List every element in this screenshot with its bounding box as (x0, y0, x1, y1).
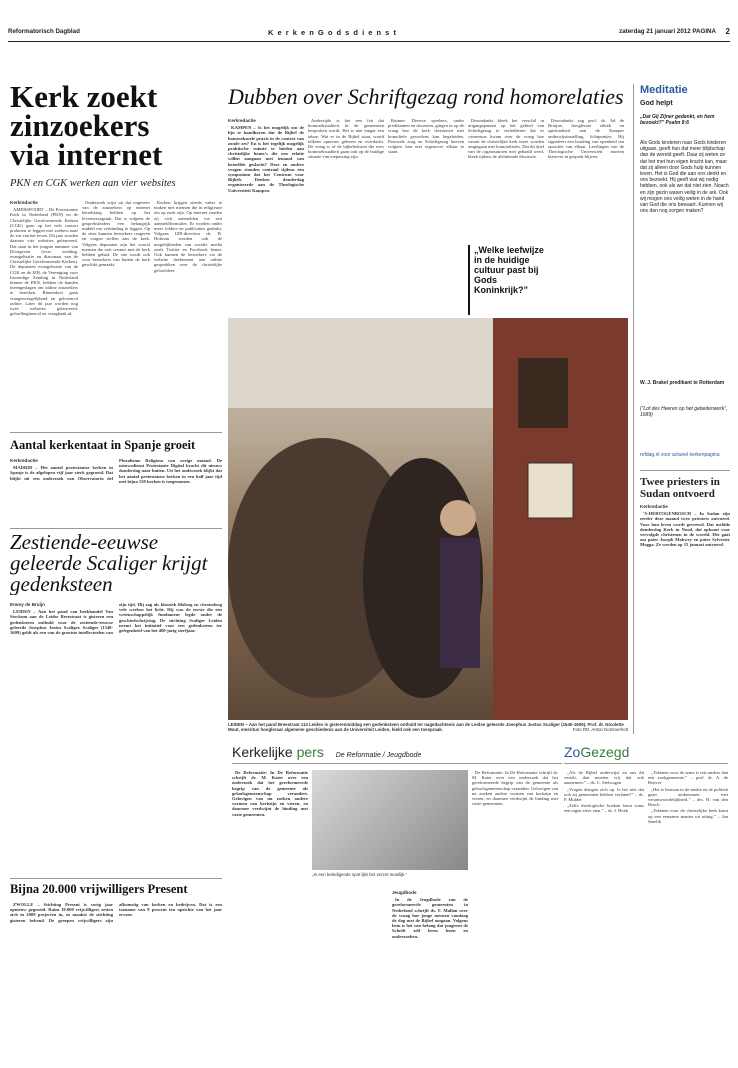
scaliger-body: Emmy de Bruijn LEIDEN – Aan het pand van boekhandel Van Stockum aan de Leidse Breestraat is gisteren een gedenksteen onthuld voor de zestiende-eeuwse geleerde Josephus Justus Scaliger. Scaliger (1540-1609) geldt als een van de grootste intellectuelen van zijn tijd. Hij zag als klassiek filoloog en chronoloog vele werken het licht. Hij was de eerste die een wetenschappelijk fundament legde onder de geschiedschrijving. De stichting Scaliger Leiden neemt het initiatief voor een gedenksteen ter gelegenheid van het 400-jarig sterfjaar. (10, 602, 222, 636)
present-headline: Bijna 20.000 vrijwilligers Present (10, 882, 188, 896)
meditatie-body: Als Gods kinderen naar Gods kinderen uitgaan, geeft hun dat meer blijdschap dan de wereld geeft. Daar zij weten ze dat het met hun eigen kracht kan, maar dat zij alleen door Gods hulp kunnen leven. Het is God die aan ons denkt en ons bezoekt. Hij geeft wat wij nodig hebben, ook als we dat niet zien. Noach en zijn gezin waren veilig in de ark. Ook wij mogen ons veilig weten in de hand van God die ons bewaart. Kunnen wij ons dan nog zorgen maken? (640, 140, 729, 215)
divider (10, 878, 222, 879)
scaliger-photo (228, 318, 628, 720)
speaker-body (440, 538, 480, 668)
main-col-3: Kerken krijgen steeds vaker te maken met mensen die in religieuze zin op zoek zijn. Op internet zouden zij zich aanmelden via een aanmeldformulier. Er worden onder meer folders en publicaties gedrukt. Volgens IZB-directeur ds. B. Hofman worden ook de mogelijkheden van sociale media zoals Twitter en Facebook benut. Ook kunnen de bezoekers via de website deelnemen aan online gesprekken over de christelijke geloofsleer. (154, 200, 222, 273)
main-col-2: Onderzoek wijst uit dat ongeveer van de zinzoekers op internet betrekking hebben op het levensvraagstuk. Dat is volgens de gespreksleiders een belangrijk middel om verbinding te leggen. Op de sites kunnen bezoekers reageren en vragen stellen aan de kerk. Volgens deputaten zijn het vooral mensen die ooit contact met de kerk hebben gehad. De site wordt ook voor bezoekers van buiten de kerk geschikt gemaakt. (82, 200, 150, 268)
dubben-col-3: Ruimte: Diverse sprekers, onder predikanten en docenten, gingen in op de vraag hoe de kerk christenen met homofiele gevoelens kan begeleiden. Pastorale zorg en Schriftgezag hoeven volgens hen niet tegenover elkaar te staan. (388, 118, 464, 155)
dubben-headline: Dubben over Schriftgezag rond homorelaties (228, 84, 624, 109)
plaque (528, 463, 573, 518)
pers-col-3: De Reformatie: In De Reformatie schrijft dr. M. Kater over een onderzoek dat het gereformeerde begrip van de gemeente als geloofsgemeenschap verandert. Gelovigen van nu zoeken andere vormen van kerkzijn en vieren, en daarmee verdwijnt de binding met vaste gemeenten. (472, 770, 558, 807)
divider (10, 528, 222, 529)
divider (10, 432, 222, 433)
meditatie-heading: Meditatie (640, 84, 688, 96)
zo-col-1: „Als de Bijbel onderwijst en ons dit vertelt, dan moeten wij dat ook aannemen.” – ds. C. Stelwagen „Vragen dringen zich op. Is het niet dat ook zij gemeenten hebben verlaten?” – ds. P. Mulder „Zelfs theologische boeken laten soms een eigen sfeer zien.” – dr. J. Hoek (564, 770, 644, 814)
dubben-byline: Kerkredactie (228, 118, 256, 123)
meditatie-signature: W. J. Brakel predikant te Rotterdam (640, 380, 725, 386)
window (518, 358, 568, 428)
kerkelijke-pers-banner: Kerkelijke pers De Reformatie / Jeugdbode (232, 744, 562, 764)
present-body: ZWOLLE – Stichting Present is vorig jaar opnieuw gegroeid. Ruim 19.000 vrijwilligers zetten zich in 2009 projecten in, zo maakte de stichting gisteren bekend. De groepen vrijwilligers zijn afkomstig van kerken en bedrijven. Dat is een toename van 8 procent ten opzichte van het jaar ervoor. (10, 902, 222, 923)
dubben-col-2: Anderzijds is het een feit dat homoseksualiteit in de gemeenten besproken wordt. Het is niet langer een taboe. Wat er in de Bijbel staat, wordt telkens opnieuw gelezen en overdacht. De vraag is of de bijbelteksten die over homoseksualiteit gaan ook op de huidige situatie van toepassing zijn. (308, 118, 384, 160)
divider (640, 470, 730, 471)
dubben-pull-quote: „Welke leefwijze in de huidige cultuur past bij Gods Koninkrijk?” (468, 245, 544, 315)
pers-image-caption: „In een beledigende spot lijkt het verzet moeilijk.” (312, 872, 407, 877)
main-headline: Kerk zoekt zinzoekers via internet (10, 82, 163, 169)
zo-gezegd-banner: ZoGezegd (564, 744, 728, 764)
meditatie-source: (“Lof des Heeren op het gebedenwerk”, 1689) (640, 406, 728, 419)
pers-image (312, 770, 468, 870)
column-rule (633, 84, 634, 734)
meditatie-verse: „Dat Gij Zijner gedenkt, en hem bezoekt?” Psalm 8:6 (640, 114, 715, 127)
main-subtitle: PKN en CGK werken aan vier websites (10, 178, 176, 189)
spanje-headline: Aantal kerkentaat in Spanje groeit (10, 438, 196, 452)
priesters-body: Kerkredactie ’S-HERTOGENBOSCH – In Sudan zijn eerder deze maand twee priesters ontvoerd. Voor hun leven wordt gevreesd. Dat meldde donderdag Kerk in Nood, dat opkomt voor vervolgde christenen in de wereld. Het gaat om pater Joseph Makwey en pater Sylvester Mogga. Ze werden op 15 januari ontvoerd. (640, 504, 730, 548)
speaker-face (440, 500, 476, 536)
scaliger-headline: Zestiende-eeuwse geleerde Scaliger krijgt gedenksteen (10, 532, 208, 595)
meditatie-subtitle: God helpt (640, 100, 673, 107)
section-title: K e r k e n G o d s d i e n s t (268, 28, 397, 37)
page-number: 2 (725, 28, 730, 36)
pers-col-1: De Reformatie: In De Reformatie schrijft dr. M. Kater over een onderzoek dat het gereformeerde begrip van de gemeente als geloofsgemeenschap verandert. Gelovigen van nu zoeken andere vormen van kerkzijn en vieren, en daarmee verdwijnt de binding met vaste gemeenten. (232, 770, 308, 817)
newspaper-name: Reformatorisch Dagblad (8, 28, 80, 35)
zo-col-2: „Tekenen voor de arme is iets anders dan een zoekgemeente.” – prof. dr. A. de Reuver „Het is bestaan in de media en de politiek gaan ambtenaren met verantwoordelijkheid.” – drs. H. van den Bosch „Tekenen voor de christelijke kerk komt op een eenzame manier tot uiting.” – Jan Smelik (648, 770, 728, 824)
pers-jeugd: Jeugdbode In de Jeugdbode van de gereformeerde gemeenten in Nederland schrijft ds. F. Mallan over de vraag hoe jonge mensen vandaag de dag met de Bijbel omgaan. Volgens hem is het van belang dat jongeren de Schrift zelf leren lezen en onderzoeken. (392, 890, 468, 939)
spanje-body: Kerkredactie MADRID – Het aantal protestantse kerken in Spanje is de afgelopen vijf jaar sterk gegroeid. Dat blijkt uit een onderzoek van Observatorio del Pluralismo Religioso van vorige maand. De nieuwsdienst Protestante Digital bracht dit nieuws donderdag naar buiten. Uit het onderzoek blijkt dat het aantal protestantse kerken in een half jaar tijd met bijna 150 kerken is toegenomen. (10, 458, 222, 484)
dubben-col-1: Kerkredactie KAMPEN – Is het mogelijk om de lijn te handhaven dat de Bijbel de homoseksuele praxis in de context van zonde zet? En is het tegelijk mogelijk praktische ruimte te bieden aan christelijke homo's die een relatie willen aangaan met iemand van hetzelfde geslacht? Deze en andere vragen stonden centraal tijdens een symposium dat het Centrum voor Bijbels Denken donderdag organiseerde aan de Theologische Universiteit Kampen. (228, 118, 304, 193)
dubben-col-4: Desondanks bleek het verschil in uitgangspunten op het gebied van Schriftgezag te verhelderen dat er consensus kwam over de vraag hoe vanuit de christelijke kerk moet worden omgegaan met homorelaties. Dat dit doel van de organisatoren niet gehaald werd, bleek tijdens de afsluitende discussie. (468, 118, 544, 160)
refdag-link[interactable]: refdag.nl voor actueel kerkenpagina (640, 452, 720, 458)
photo-credit: Foto RD, Anton Dommerholt (572, 727, 628, 732)
photo-caption: LEIDEN – Aan het pand Breestraat 113 Leiden is gisterenmiddag een gedenksteen onthuld ter nagedachtenis aan de Leidse geleerde Josephus Justus Scaliger (1540-1609). Prof. dr. Nicolette Mout, emeritus hoogleraar algemene geschiedenis aan de Universiteit Leiden, hield ook een toespraak. Foto RD, Anton Dommerholt (228, 722, 628, 732)
page-header (8, 28, 730, 42)
main-col-1: Kerkredactie AMERSFOORT – De Protestantse Kerk in Nederland (PKN) en de Christelijke Gereformeerde Kerken (CGK) gaan op het web contact proberen te leggen met zoekers naar de zin van het leven. Dit jaar worden daarom vier websites gelanceerd. Dat staat in het jongste nummer van Doorgeven (over zending, evangelisatie en diaconaat van de Christelijke Gereformeerde Kerken). De deputaten evangelisatie van de CGK en de IZB, de Vereniging voor Inwendige Zending in Nederland binnen de PKN, hebben de handen ineengeslagen om online zinzoekers te bereiken. Binnenkort gaan vraagenvergelijkend en geloven.nl online. Later dit jaar worden nog twee websites gelanceerd: geloofbeginen.nl en vraagbaak.nl. (10, 200, 78, 317)
main-byline: Kerkredactie (10, 200, 38, 205)
priesters-headline: Twee priesters in Sudan ontvoerd (640, 476, 720, 500)
date: zaterdag 21 januari 2012 PAGINA (619, 28, 716, 35)
dubben-col-5: Desondanks zag prof. dr. Ad de Bruijne, hoogleraar ethiek en spiritualiteit aan de Kamper onderwijsinstelling, lichtpuntjes. Hij signaleert een houding van openheid ten opzichte van elkaar. Leerlingen van de Theologische Universiteit moeten hierover in gesprek blijven. (548, 118, 624, 160)
photo-illustration (228, 318, 628, 720)
